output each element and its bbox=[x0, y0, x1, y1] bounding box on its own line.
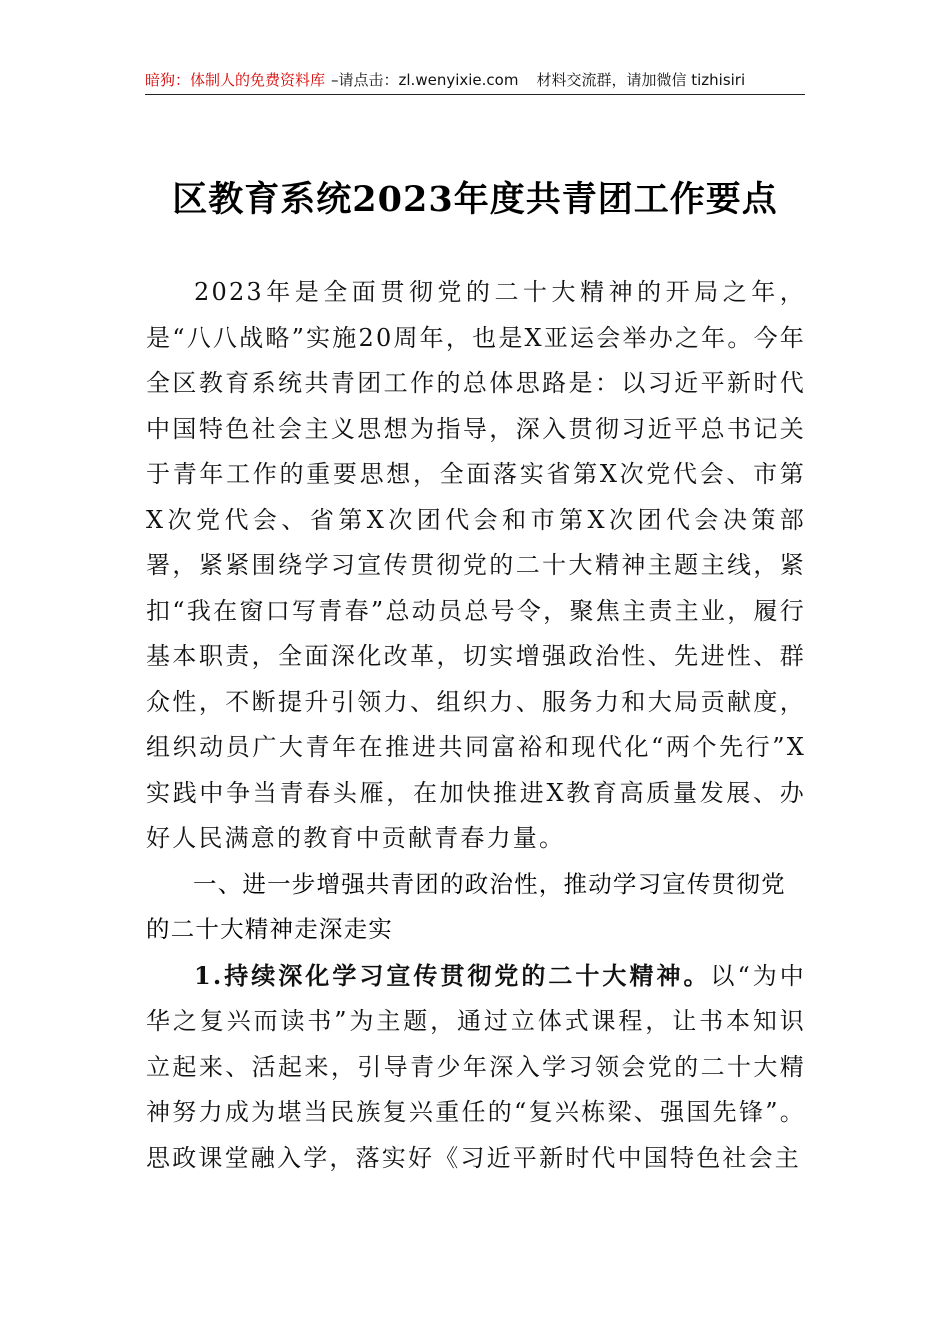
item-1-lead: 1.持续深化学习宣传贯彻党的二十大精神。 bbox=[194, 960, 711, 990]
section-1-heading: 一、进一步增强共青团的政治性，推动学习宣传贯彻党的二十大精神走深走实 bbox=[146, 869, 786, 943]
document-body bbox=[146, 270, 806, 1181]
page-header bbox=[145, 66, 805, 95]
item-1-paragraph bbox=[146, 953, 806, 1182]
header-link[interactable]: –请点击：zl.wenyixie.com bbox=[331, 71, 519, 89]
item-1-text: 以“为中华之复兴而读书”为主题，通过立体式课程，让书本知识立起来、活起来，引导青少年深入学习领会党的二十大精神努力成为堪当民族复兴重任的“复兴栋梁、强国先锋”。思政课堂融入学，落实好《习近平新时代中国特色社会主 bbox=[146, 961, 806, 1172]
intro-paragraph: 2023年是全面贯彻党的二十大精神的开局之年，是“八八战略”实施20周年，也是X亚运会举办之年。今年全区教育系统共青团工作的总体思路是：以习近平新时代中国特色社会主义思想为指导，深入贯彻习近平总书记关于青年工作的重要思想，全面落实省第X次党代会、市第X次党代会、省第X次团代会和市第X次团代会决策部署，紧紧围绕学习宣传贯彻党的二十大精神主题主线，紧扣“我在窗口写青春”总动员总号令，聚焦主责主业，履行基本职责，全面深化改革，切实增强政治性、先进性、群众性，不断提升引领力、组织力、服务力和大局贡献度，组织动员广大青年在推进共同富裕和现代化“两个先行”X实践中争当青春头雁，在加快推进X教育高质量发展、办好人民满意的教育中贡献青春力量。 bbox=[146, 278, 806, 852]
document-title: 区教育系统2023年度共青团工作要点 bbox=[172, 179, 778, 220]
header-contact: 材料交流群，请加微信 tizhisiri bbox=[536, 71, 746, 89]
header-brand: 暗狗：体制人的免费资料库 bbox=[145, 71, 326, 89]
